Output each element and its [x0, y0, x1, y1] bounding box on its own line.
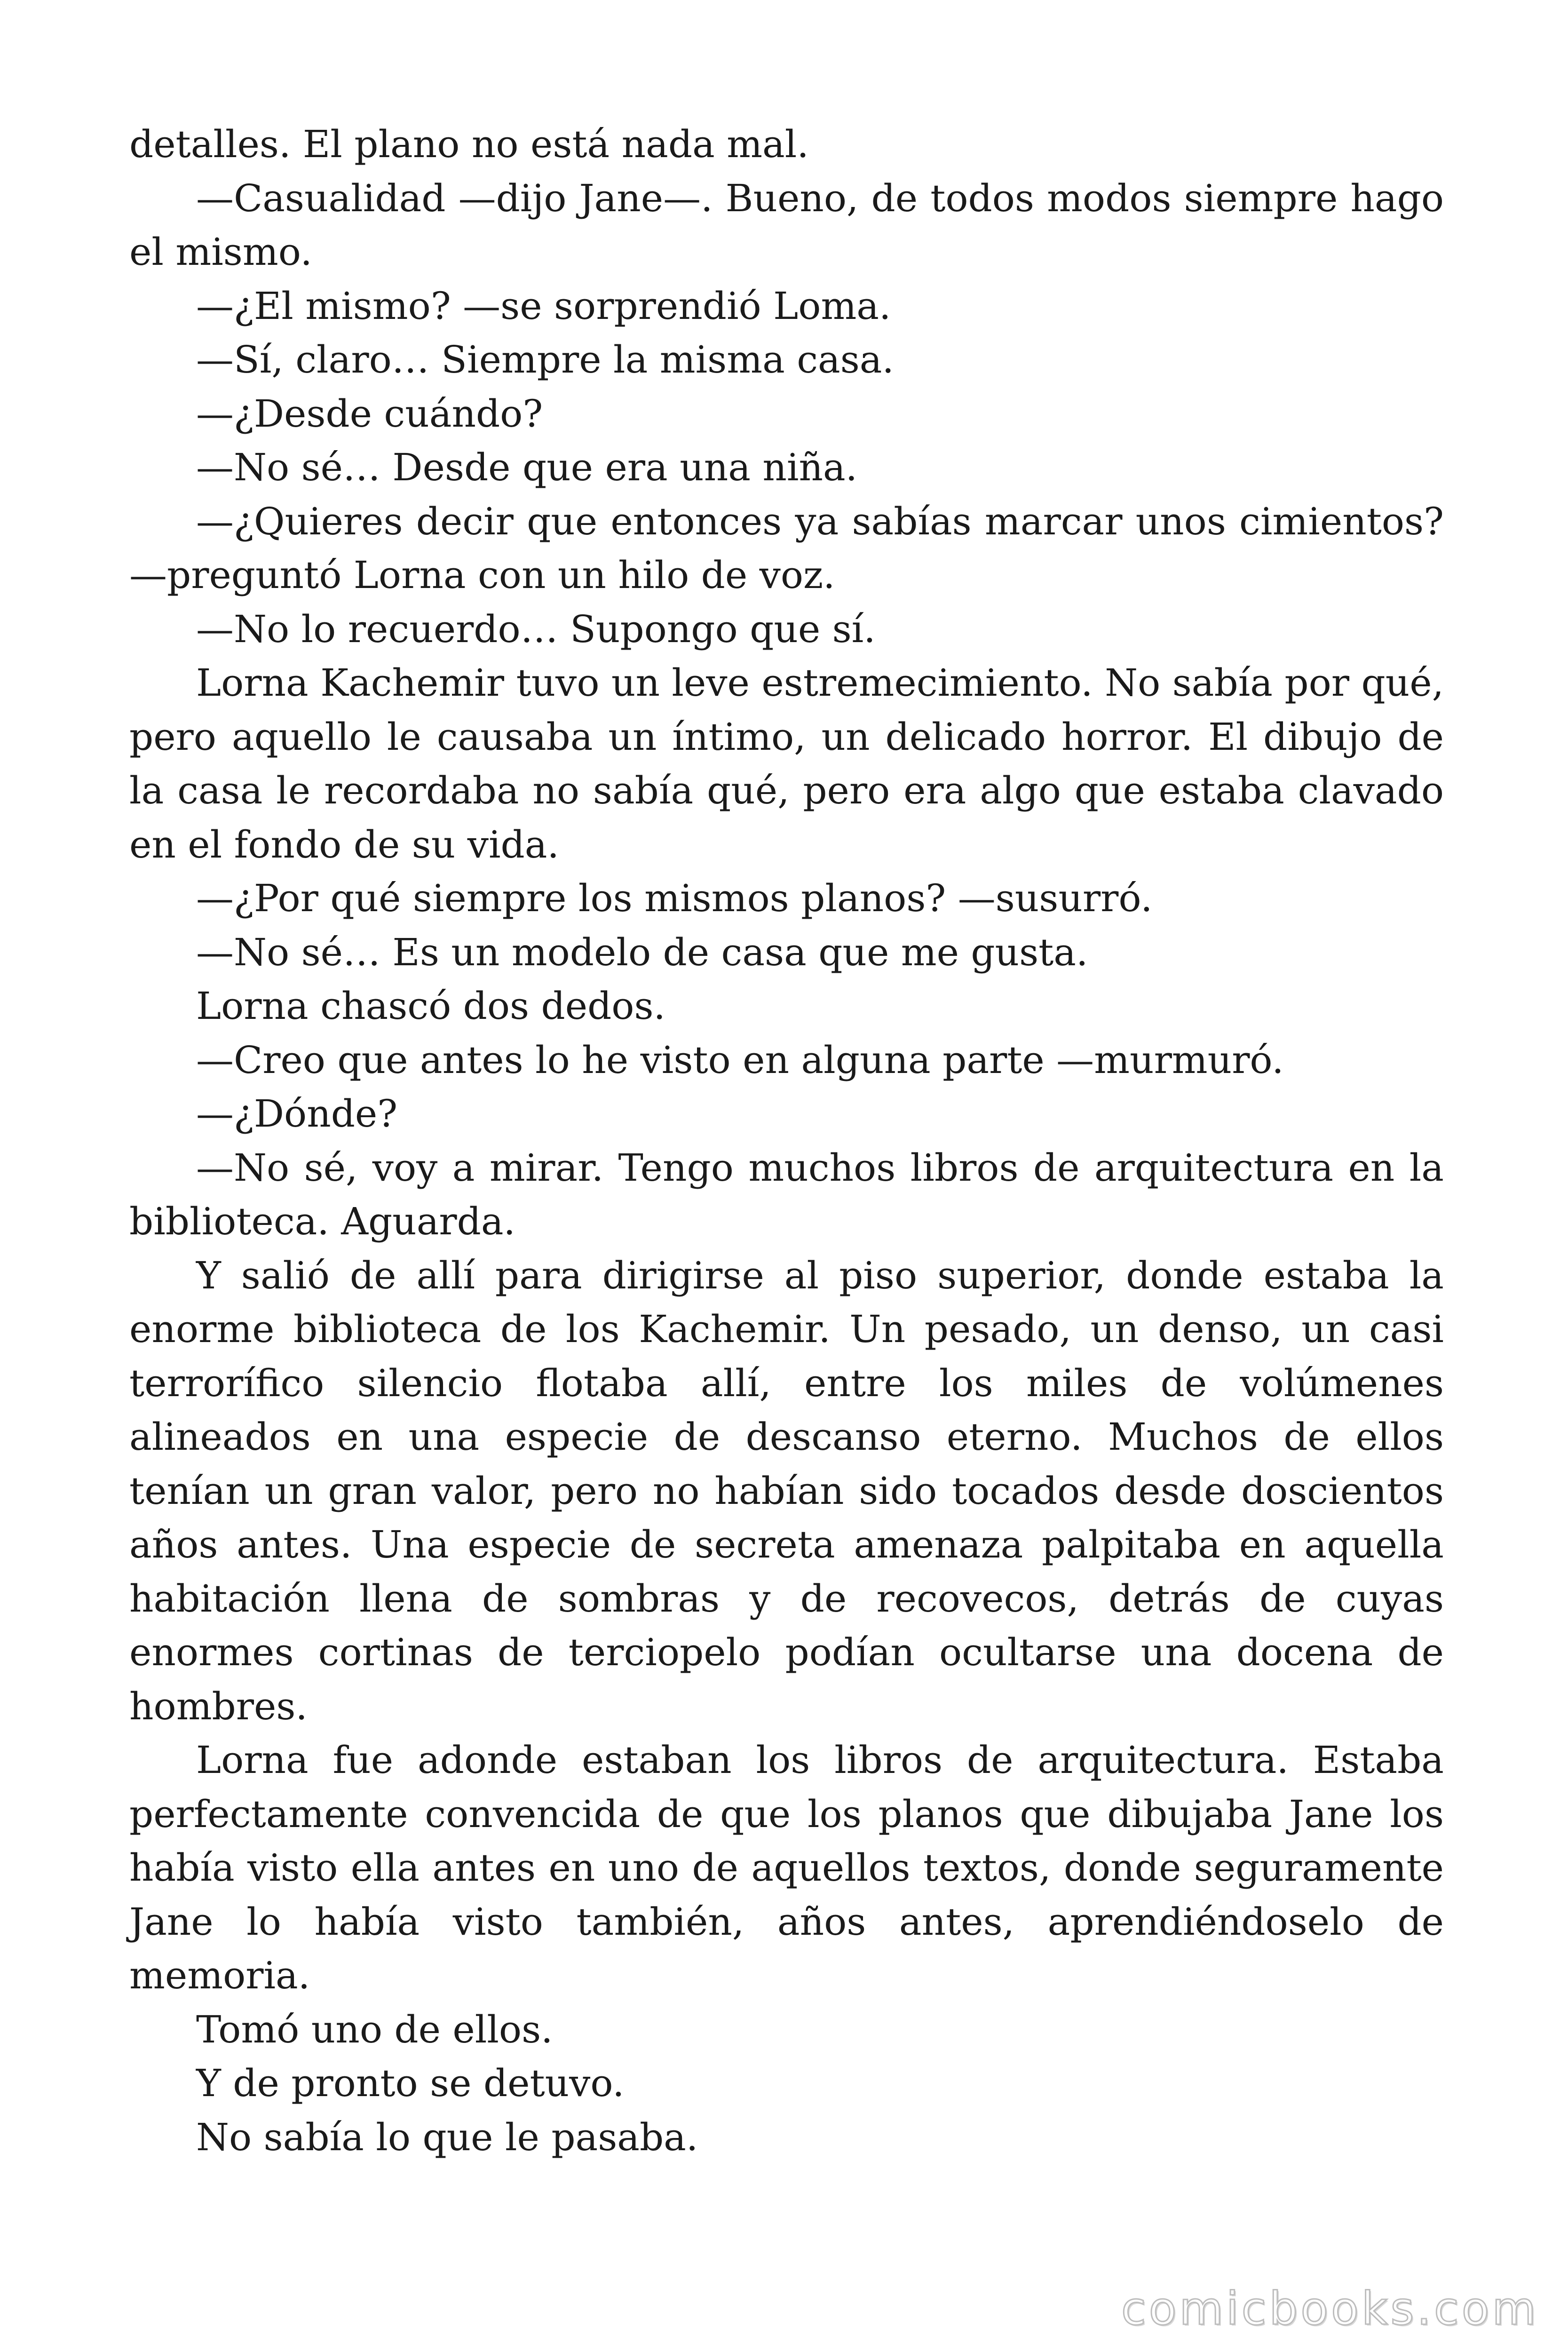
- paragraph: —No sé… Desde que era una niña.: [196, 445, 858, 489]
- paragraph: —Creo que antes lo he visto en alguna parte —murmuró.: [196, 1038, 1284, 1082]
- paragraph: Lorna fue adonde estaban los libros de arquitectura. Estaba perfectamente convencida de que los planos que dibujaba Jane los había visto ella antes en uno de aquellos textos, donde seguramente Jane lo había visto también, años antes, aprendiéndoselo de memoria.: [129, 1738, 1444, 1997]
- paragraph: Lorna Kachemir tuvo un leve estremecimiento. No sabía por qué, pero aquello le causaba un íntimo, un delicado horror. El dibujo de la casa le recordaba no sabía qué, pero era algo que estaba clavado en el fondo de su vida.: [129, 661, 1444, 866]
- paragraph: —¿Desde cuándo?: [196, 391, 543, 436]
- paragraph: —Sí, claro… Siempre la misma casa.: [196, 338, 894, 381]
- paragraph: —¿Por qué siempre los mismos planos? —susurró.: [196, 876, 1153, 920]
- body-text: [129, 118, 1444, 2164]
- paragraph: —¿Quieres decir que entonces ya sabías marcar unos cimientos? —preguntó Lorna con un hilo de voz.: [129, 499, 1444, 597]
- paragraph: —No sé, voy a mirar. Tengo muchos libros de arquitectura en la biblioteca. Aguarda.: [129, 1145, 1444, 1243]
- paragraph: —¿Dónde?: [196, 1092, 398, 1136]
- paragraph: detalles. El plano no está nada mal.: [129, 122, 809, 166]
- paragraph: Tomó uno de ellos.: [196, 2007, 553, 2051]
- paragraph: —¿El mismo? —se sorprendió Loma.: [196, 284, 891, 328]
- paragraph: Y de pronto se detuvo.: [196, 2061, 625, 2105]
- paragraph: —No sé… Es un modelo de casa que me gusta.: [196, 930, 1088, 974]
- paragraph: —Casualidad —dijo Jane—. Bueno, de todos modos siempre hago el mismo.: [129, 176, 1444, 274]
- paragraph: —No lo recuerdo… Supongo que sí.: [196, 607, 876, 651]
- paragraph: No sabía lo que le pasaba.: [196, 2115, 698, 2159]
- paragraph: Lorna chascó dos dedos.: [196, 984, 665, 1028]
- paragraph: Y salió de allí para dirigirse al piso superior, donde estaba la enorme biblioteca de los Kachemir. Un pesado, un denso, un casi terrorífico silencio flotaba allí, entre los miles de volúmenes alineados en una especie de descanso eterno. Muchos de ellos tenían un gran valor, pero no habían sido tocados desde doscientos años antes. Una especie de secreta amenaza palpitaba en aquella habitación llena de sombras y de recovecos, detrás de cuyas enormes cortinas de terciopelo podían ocultarse una docena de hombres.: [129, 1253, 1444, 1728]
- watermark: comicbooks.com: [1121, 2282, 1539, 2335]
